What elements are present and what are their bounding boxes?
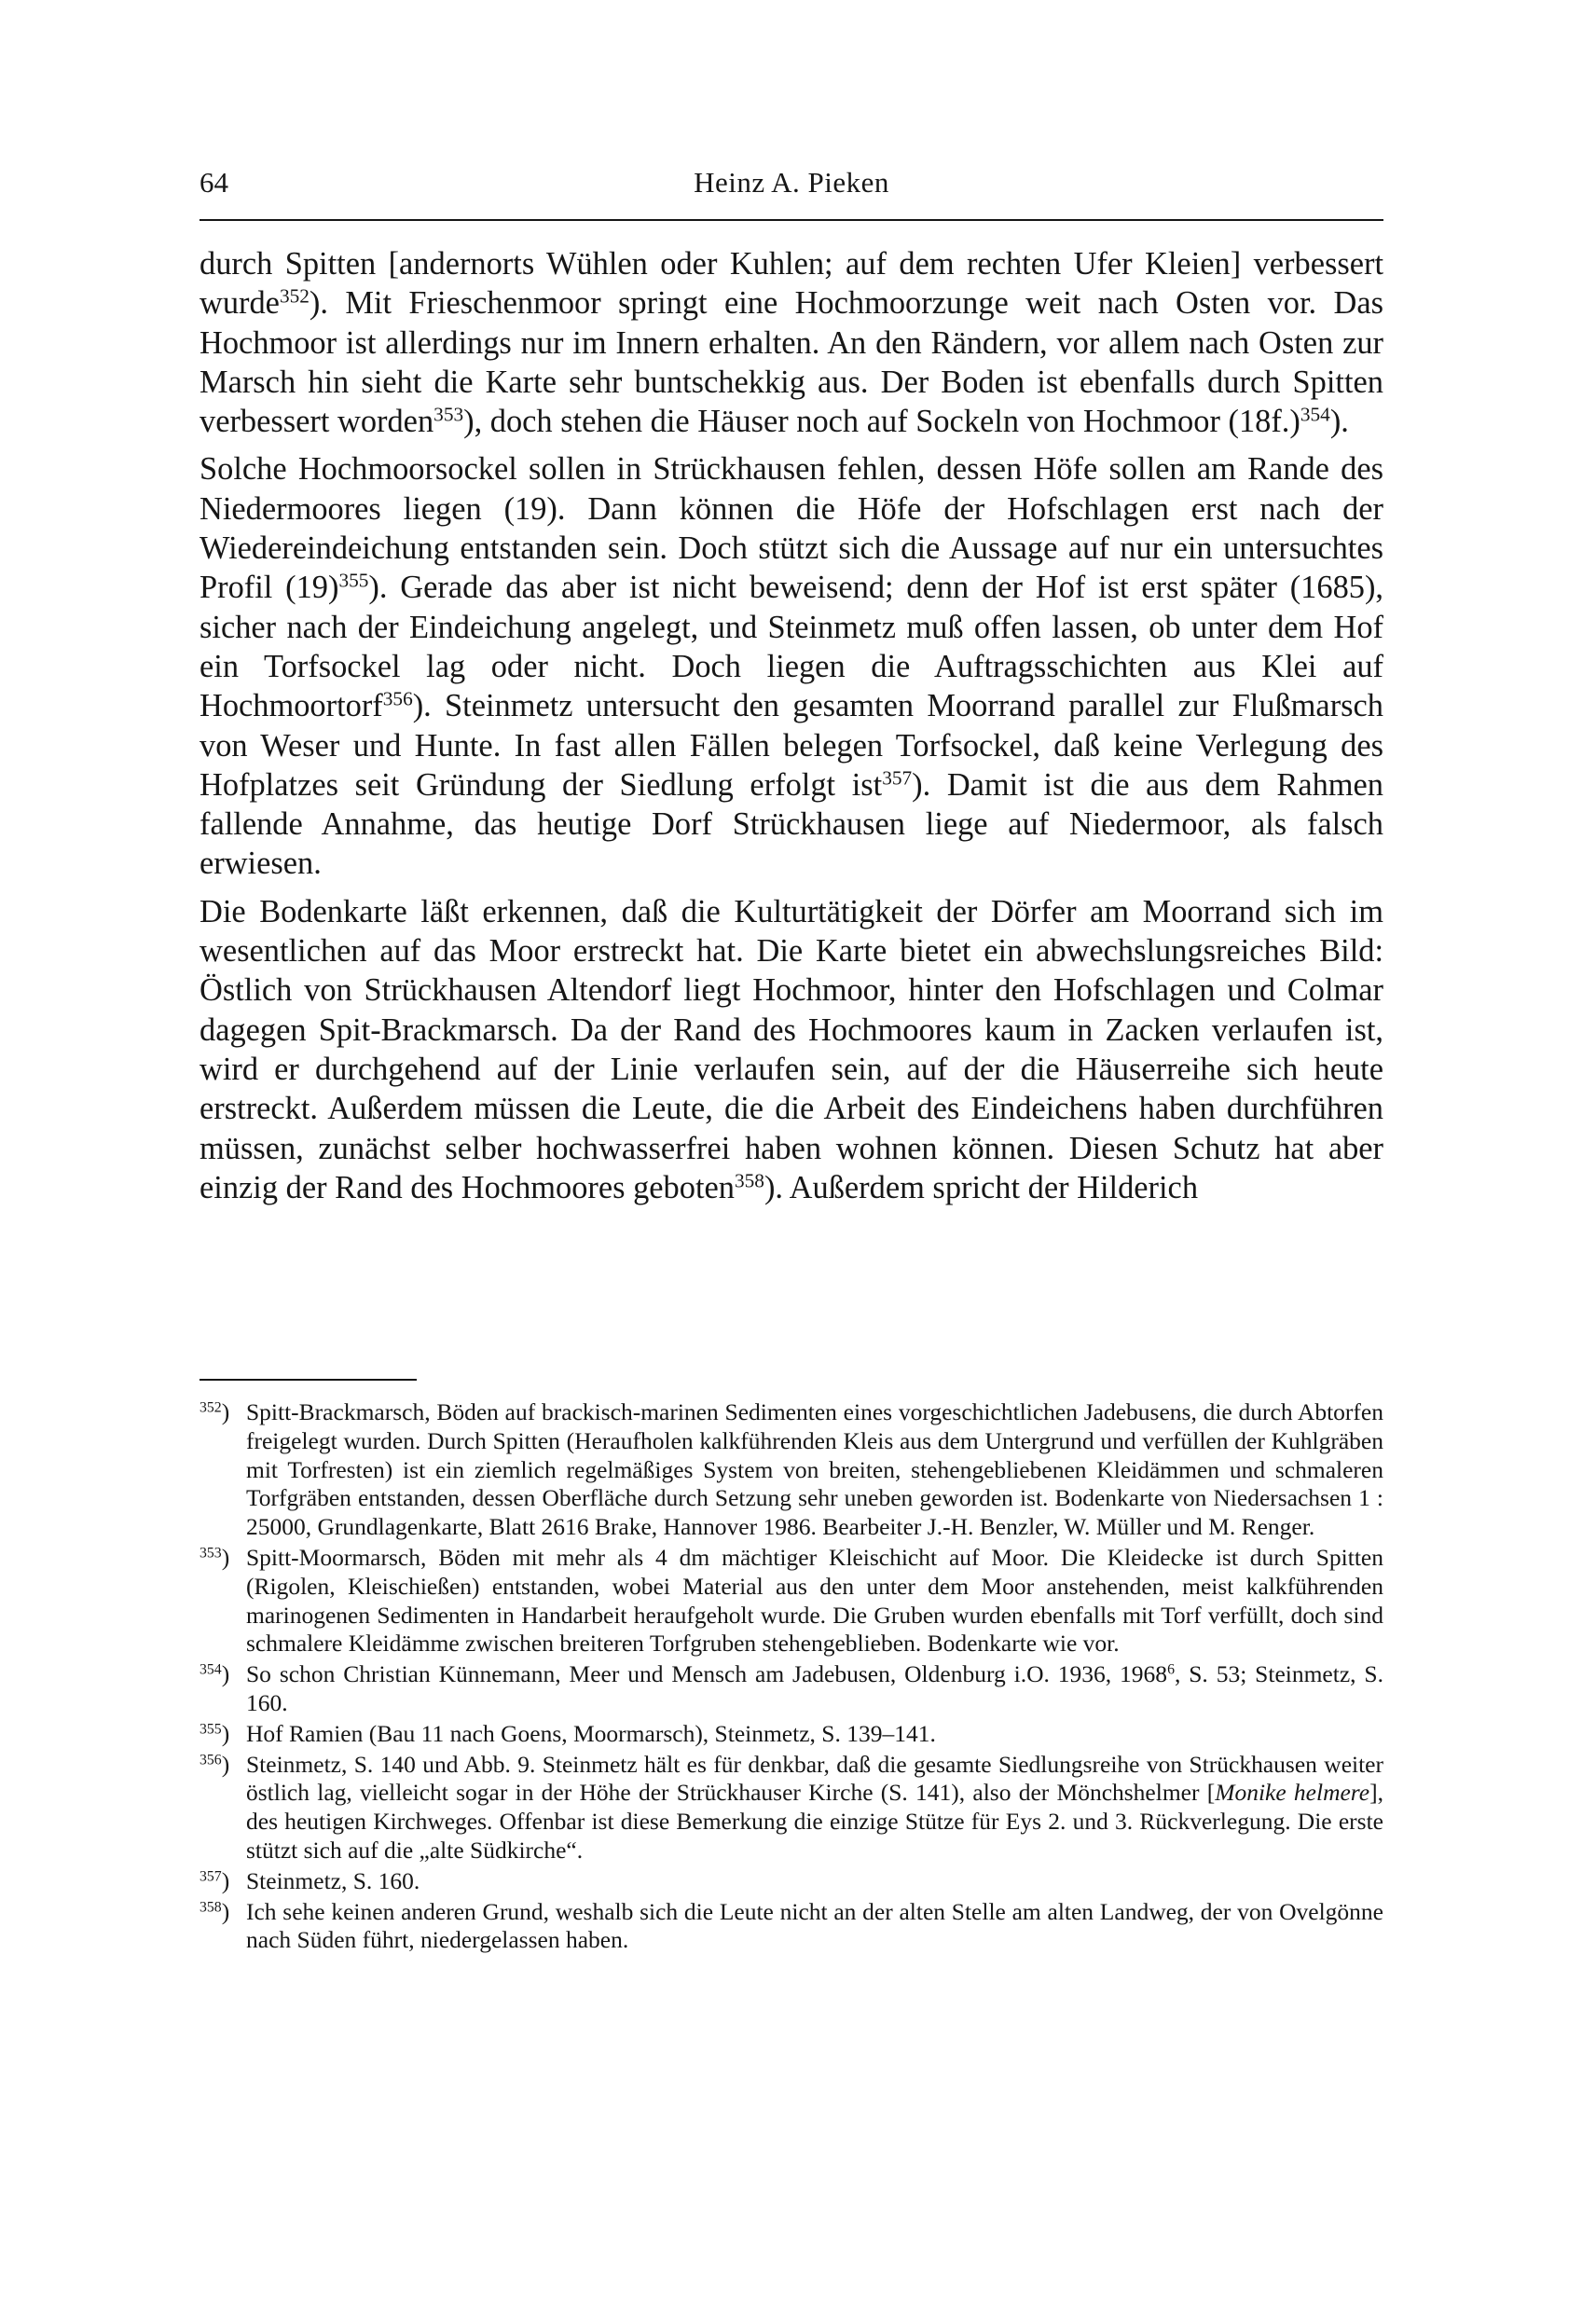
text: So schon Christian Künnemann, Meer und Mensch am Jadebusen, Oldenburg i.O. 1936, 1968: [246, 1660, 1168, 1688]
running-head: Heinz A. Pieken: [694, 166, 889, 199]
footnote-text: Spitt-Moormarsch, Böden mit mehr als 4 dm mächtiger Kleischicht auf Moor. Die Kleidecke ist durch Spitten (Rigolen, Kleischießen) entstanden, wobei Material aus den unter dem Moor anstehenden, meist kalkführenden marinogenen Sedimenten in Handarbeit heraufgeholt wurde. Die Gruben wurden ebenfalls mit Torf verfüllt, doch sind schmalere Kleidämme zwischen breiteren Torfgruben stehengeblieben. Bodenkarte wie vor.: [246, 1543, 1383, 1658]
footnote-marker: $^{358}$): [200, 1897, 230, 1925]
footnote-text: [246, 1751, 1383, 1865]
footnote-number: 355: [200, 1721, 222, 1738]
text: ). Damit ist die aus dem Rahmen fallende Annahme, das heutige Dorf Strückhausen liege auf Niedermoor, als falsch erwiesen.: [200, 766, 1384, 882]
footnote-355: [200, 1720, 1383, 1749]
text: , S. 53; Steinmetz, S. 160.: [246, 1660, 1383, 1716]
footnote-text: Ich sehe keinen anderen Grund, weshalb sich die Leute nicht an der alten Stelle am alten Landweg, der von Ovelgönne nach Süden führt, niedergelassen haben.: [246, 1897, 1383, 1954]
footnotes: [200, 1398, 1383, 1957]
footnote-marker: $^{357}$): [200, 1866, 230, 1894]
footnote-text: Hof Ramien (Bau 11 nach Goens, Moormarsch), Steinmetz, S. 139–141.: [246, 1719, 936, 1747]
footnote-number: 357: [200, 1868, 222, 1885]
footnote-number: 356: [200, 1751, 222, 1768]
book-page: [200, 166, 1384, 1954]
page-header: [200, 166, 1383, 207]
text: ], des heutigen Kirchweges. Offenbar ist diese Bemerkung die einzige Stütze für Eys 2. und 3. Rückverlegung. Die erste stützt sich auf die „alte Südkirche“.: [246, 1779, 1383, 1864]
footnote-text: Steinmetz, S. 160.: [246, 1866, 420, 1894]
footnote-number: 358: [200, 1898, 222, 1915]
footnote-number: 353: [200, 1545, 222, 1562]
text: ). Außerdem spricht der Hilderich: [764, 1169, 1199, 1205]
footnote-ref: 354: [1300, 403, 1330, 426]
footnote-text: Spitt-Brackmarsch, Böden auf brackisch-marinen Sedimenten eines vorgeschichtlichen Jadebusens, die durch Abtorfen freigelegt wurden. Durch Spitten (Heraufholen kalkführenden Kleis aus dem Untergrund und verfüllen der Kuhlgräben mit Torfresten) ist ein ziemlich regelmäßiges System von breiten, stehengebliebenen Kleidämmen und schmaleren Torfgräben entstanden, dessen Oberfläche durch Setzung sehr uneben geworden ist. Bodenkarte von Niedersachsen 1 : 25000, Grundlagenkarte, Blatt 2616 Brake, Hannover 1986. Bearbeiter J.-H. Benzler, W. Müller und M. Renger.: [246, 1398, 1383, 1541]
text: Steinmetz, S. 140 und Abb. 9. Steinmetz hält es für denkbar, daß die gesamte Siedlungsreihe von Strückhausen weiter östlich lag, vielleicht sogar in der Höhe der Strückhauser Kirche (S. 141), also der Mönchshelmer [: [246, 1750, 1383, 1807]
footnote-ref: 352: [279, 284, 310, 308]
footnote-353: [200, 1544, 1383, 1658]
text: ). Mit Frieschenmoor springt eine Hochmoorzunge weit nach Osten vor. Das Hochmoor ist allerdings nur im Innern erhalten. An den Rändern, vor allem nach Osten zur Marsch hin sieht die Karte sehr buntschekkig aus. Der Boden ist ebenfalls durch Spitten verbessert worden: [200, 285, 1383, 440]
footnote-marker: $^{352}$): [200, 1398, 230, 1425]
footnote-ref: 357: [882, 766, 913, 790]
text: ). Gerade das aber ist nicht beweisend; denn der Hof ist erst später (1685), sicher nach der Eindeichung angelegt, und Steinmetz muß offen lassen, ob unter dem Hof ein Torfsockel lag oder nicht. Doch liegen die Auftragsschichten aus Klei auf Hochmoortorf: [200, 570, 1384, 724]
page-number: 64: [200, 166, 228, 199]
edition-superscript: 6: [1167, 1661, 1175, 1678]
footnote-rule: [200, 1379, 417, 1381]
main-text: [200, 244, 1383, 1216]
footnote-354: [200, 1660, 1383, 1718]
footnote-marker: $^{353}$): [200, 1543, 230, 1571]
footnote-ref: 355: [338, 569, 369, 592]
footnote-marker: $^{355}$): [200, 1719, 230, 1747]
footnote-ref: 358: [734, 1169, 764, 1192]
footnote-marker: $^{356}$): [200, 1750, 230, 1778]
footnote-text: [246, 1660, 1383, 1718]
text: Die Bodenkarte läßt erkennen, daß die Kulturtätigkeit der Dörfer am Moorrand sich im wesentlichen auf das Moor erstreckt hat. Die Karte bietet ein abwechslungsreiches Bild: Östlich von Strückhausen Altendorf liegt Hochmoor, hinter den Hofschlagen und Colmar dagegen Spit-Brackmarsch. Da der Rand des Hochmoores kaum in Zacken verlaufen ist, wird er durchgehend auf der Linie verlaufen sein, auf der die Häuserreihe sich heute erstreckt. Außerdem müssen die Leute, die die Arbeit des Eindeichens haben durchführen müssen, zunächst selber hochwasserfrei haben wohnen können. Diesen Schutz hat aber einzig der Rand des Hochmoores geboten: [200, 893, 1383, 1205]
footnote-356: [200, 1751, 1383, 1865]
footnote-number: 354: [200, 1661, 222, 1678]
paragraph-1: [200, 244, 1383, 441]
paragraph-3: [200, 892, 1383, 1207]
header-rule: [200, 219, 1383, 221]
footnote-352: [200, 1398, 1383, 1542]
footnote-ref: 356: [382, 687, 413, 710]
text: Solche Hochmoorsockel sollen in Strückhausen fehlen, dessen Höfe sollen am Rande des Niedermoores liegen (19). Dann können die Höfe der Hofschlagen erst nach der Wiedereindeichung entstanden sein. Doch stützt sich die Aussage auf nur ein untersuchtes Profil (19): [200, 451, 1383, 606]
footnote-number: 352: [200, 1399, 222, 1416]
footnote-357: [200, 1867, 1383, 1896]
paragraph-2: [200, 449, 1383, 883]
footnote-358: [200, 1898, 1383, 1956]
footnote-ref: 353: [433, 403, 464, 426]
text: ). Steinmetz untersucht den gesamten Moorrand parallel zur Flußmarsch von Weser und Hunte. In fast allen Fällen belegen Torfsockel, daß keine Verlegung des Hofplatzes seit Gründung der Siedlung erfolgt ist: [200, 688, 1383, 803]
text: ), doch stehen die Häuser noch auf Sockeln von Hochmoor (18f.): [463, 404, 1300, 440]
footnote-marker: $^{354}$): [200, 1660, 230, 1688]
text: ).: [1329, 404, 1349, 440]
italic-term: Monike helmere: [1215, 1779, 1370, 1807]
text: durch Spitten [andernorts Wühlen oder Kuhlen; auf dem rechten Ufer Kleien] verbessert wurde: [200, 246, 1383, 322]
